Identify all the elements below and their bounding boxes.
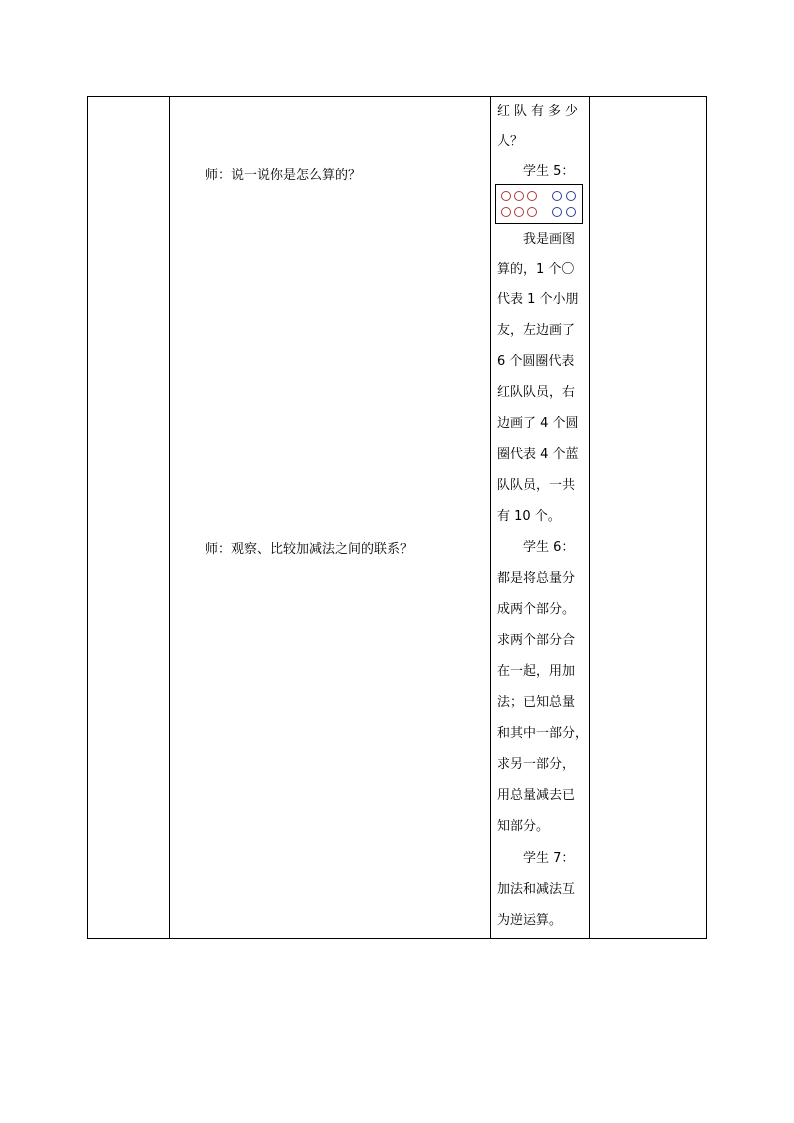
student-line: 用总量减去已 (497, 788, 576, 803)
student-line: 友，左边画了 (497, 323, 576, 338)
teacher-prompt: 师：观察、比较加减法之间的联系？ (205, 542, 414, 557)
student-line: 队队员，一共 (497, 478, 576, 493)
student-line: 我是画图 (523, 232, 576, 247)
circle-diagram (495, 184, 583, 224)
student-line: 求两个部分合 (497, 633, 576, 648)
question-line: 人？ (497, 134, 524, 149)
blue-circle (566, 207, 576, 217)
column-divider (169, 97, 170, 938)
teacher-prompt: 师：说一说你是怎么算的？ (205, 168, 362, 183)
student-line: 有 10 个。 (497, 509, 561, 524)
red-circle (527, 191, 537, 201)
student-line: 加法和减法互 (497, 882, 576, 897)
lesson-table (87, 96, 707, 939)
column-divider (490, 97, 491, 938)
student-line: 求另一部分， (497, 757, 576, 772)
student-label: 学生 6： (523, 540, 575, 555)
red-circle (501, 207, 511, 217)
student-line: 6 个圆圈代表 (497, 354, 575, 369)
blue-circle (566, 191, 576, 201)
red-circle (514, 191, 524, 201)
student-line: 代表 1 个小朋 (497, 292, 579, 307)
student-label: 学生 7： (523, 851, 575, 866)
student-line: 在一起，用加 (497, 664, 576, 679)
student-line: 算的，1 个〇 (497, 262, 575, 277)
question-line: 红队有多少 (497, 104, 583, 119)
student-line: 知部分。 (497, 819, 550, 834)
student-line: 法；已知总量 (497, 695, 576, 710)
student-line: 边画了 4 个圆 (497, 416, 579, 431)
red-circle (501, 191, 511, 201)
blue-circle (552, 207, 562, 217)
student-line: 和其中一部分， (497, 726, 589, 741)
red-circle (514, 207, 524, 217)
student-label: 学生 5： (523, 164, 575, 179)
blue-circle (552, 191, 562, 201)
student-line: 红队队员，右 (497, 385, 576, 400)
student-line: 成两个部分。 (497, 602, 576, 617)
red-circle (527, 207, 537, 217)
column-divider (589, 97, 590, 938)
student-line: 为逆运算。 (497, 913, 563, 928)
student-line: 都是将总量分 (497, 571, 576, 586)
student-line: 圈代表 4 个蓝 (497, 447, 579, 462)
